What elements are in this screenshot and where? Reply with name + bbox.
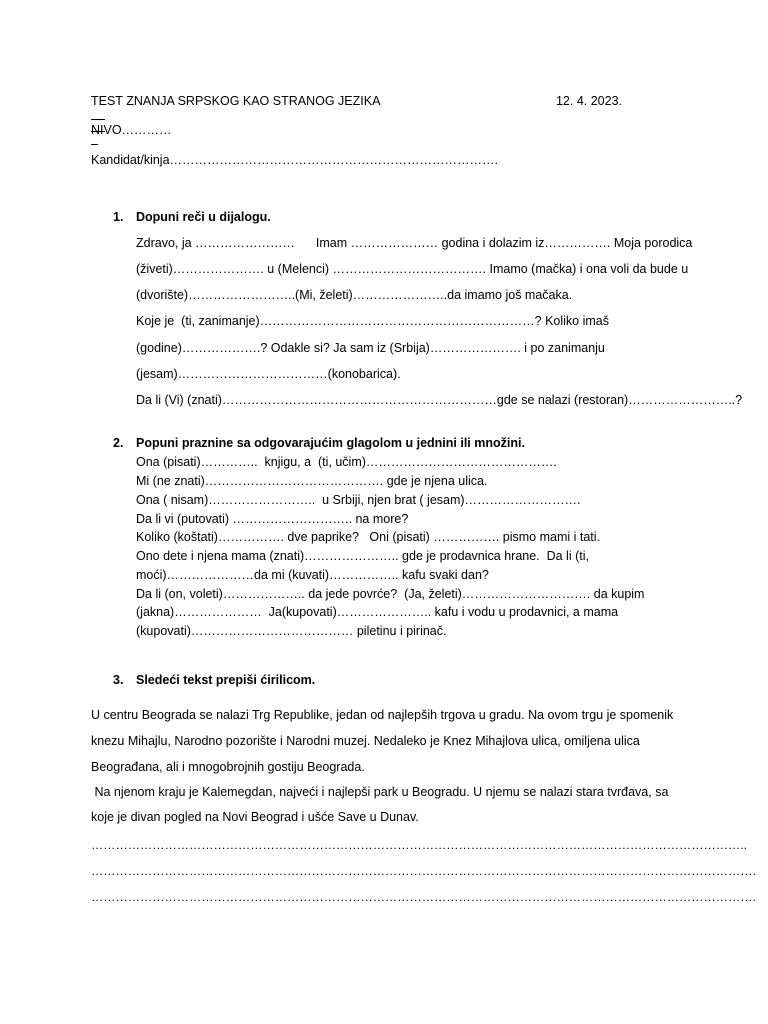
answer-line: ………………………………………………………………………………………………………………………………………………. [91, 890, 756, 904]
q2-line: Da li (on, voleti)……………….. da jede povrće? (Ja, želeti)…………………………. da kupim [136, 587, 645, 601]
answer-line: …………………………………………………………………………………………………………………………………………….. [91, 838, 748, 852]
q2-line: Koliko (koštati)……………. dve paprike? Oni (pisati) ……………. pismo mami i tati. [136, 530, 601, 544]
q1-title: Dopuni reči u dijalogu. [136, 210, 271, 224]
candidate-field: Kandidat/kinja……………………………………………………………………. [91, 153, 499, 167]
q1-number: 1. [113, 210, 124, 224]
q3-text-line: Na njenom kraju je Kalemegdan, najveći i najlepši park u Beogradu. U njemu se nalazi stara tvrđava, sa [91, 785, 669, 799]
q2-line: Da li vi (putovati) ……………………….. na more? [136, 512, 409, 526]
q1-line: (živeti)…………………. u (Melenci) ………………………………. Imamo (mačka) i ona voli da bude u [136, 262, 689, 276]
q1-line: (godine)……………….? Odakle si? Ja sam iz (Srbija)…………………. i po zanimanju [136, 341, 605, 355]
q2-line: Mi (ne znati)……………………………………. gde je njena ulica. [136, 474, 488, 488]
q1-line: (jesam)………………………………(konobarica). [136, 367, 401, 381]
q2-line: (kupovati)………………………………… piletinu i pirinač. [136, 624, 447, 638]
q3-text-line: Beograđana, ali i mnogobrojnih gostiju Beograda. [91, 760, 365, 774]
q3-text-line: U centru Beograda se nalazi Trg Republike, jedan od najlepših trgova u gradu. Na ovom trgu je spomenik [91, 708, 674, 722]
q2-line: (jakna)………………… Ja(kupovati)………………….. kafu i vodu u prodavnici, a mama [136, 605, 619, 619]
test-date: 12. 4. 2023. [555, 94, 622, 108]
q3-text-line: knezu Mihajlu, Narodno pozorište i Narodni muzej. Nedaleko je Knez Mihajlova ulica, omiljena ulica [91, 734, 640, 748]
q3-text-line: koje je divan pogled na Novi Beograd i ušće Save u Dunav. [91, 810, 419, 824]
q3-title: Sledeći tekst prepiši ćirilicom. [136, 673, 316, 687]
q2-line: Ona (pisati)………….. knjigu, a (ti, učim)………………………………………. [136, 455, 557, 469]
q2-line: moći)…………………da mi (kuvati)…………….. kafu svaki dan? [136, 568, 489, 582]
q2-title: Popuni praznine sa odgovarajućim glagolom u jednini ili množini. [136, 436, 525, 450]
q1-line: Zdravo, ja …………………… Imam ………………… godina i dolazim iz……………. Moja porodica [136, 236, 693, 250]
q1-line: (dvorište)……………………..(Mi, želeti)…………………..da imamo još mačaka. [136, 288, 573, 302]
q1-line: Koje je (ti, zanimanje)…………………………………………………………? Koliko imaš [136, 314, 609, 328]
level-field: NIVO………… [91, 123, 172, 137]
q2-line: Ona ( nisam)…………………….. u Srbiji, njen brat ( jesam)………………………. [136, 493, 581, 507]
q3-number: 3. [113, 673, 124, 687]
q1-line: Da li (Vi) (znati)…………………………………………………………gde se nalazi (restoran)……………………..? [136, 393, 743, 407]
document-header [91, 95, 622, 145]
q2-line: Ono dete i njena mama (znati)………………….. gde je prodavnica hrane. Da li (ti, [136, 549, 589, 563]
test-title: TEST ZNANJA SRPSKOG KAO STRANOG JEZIKA [91, 94, 381, 108]
q2-number: 2. [113, 436, 124, 450]
answer-line: ………………………………………………………………………………………………………………………………………………. [91, 864, 756, 878]
